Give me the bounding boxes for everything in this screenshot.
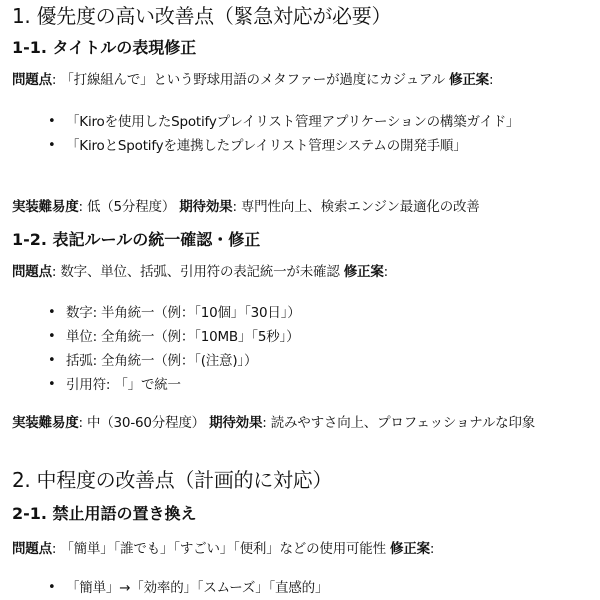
fix-suffix: :	[488, 72, 494, 88]
bullet-icon: •	[48, 377, 56, 392]
problem-label: 問題点	[12, 72, 52, 88]
difficulty-text: : 低（5分程度）	[78, 199, 176, 215]
subsection-1-1-heading: 1-1. タイトルの表現修正	[12, 38, 197, 57]
problem-label: 問題点	[12, 264, 52, 280]
list-item: • 「Kiroを使用したSpotifyプレイリスト管理アプリケーションの構築ガイド」	[12, 110, 586, 134]
bullet-icon: •	[48, 138, 56, 153]
list-item: • 単位: 全角統一（例：「10MB」「5秒」）	[12, 325, 592, 349]
effect-label: 期待効果	[209, 415, 263, 431]
list-item: • 括弧: 全角統一（例：「(注意)」）	[12, 349, 592, 373]
fix-suffix: :	[383, 264, 389, 280]
difficulty-text: : 中（30-60分程度）	[78, 415, 205, 431]
fix-label: 修正案	[390, 541, 430, 557]
problem-text: : 数字、単位、括弧、引用符の表記統一が未確認	[51, 264, 340, 280]
effect-label: 期待効果	[179, 199, 233, 215]
difficulty-label: 実装難易度	[12, 415, 79, 431]
list-item: • 「簡単」→「効率的」「スムーズ」「直感的」	[12, 576, 592, 600]
bullet-icon: •	[48, 329, 56, 344]
bullet-icon: •	[48, 114, 56, 129]
problem-text: : 「打線組んで」という野球用語のメタファーが過度にカジュアル	[51, 72, 445, 88]
effect-text: : 読みやすさ向上、プロフェッショナルな印象	[262, 415, 536, 431]
subsection-1-1-fix-list	[12, 110, 592, 158]
section-1-heading: 1. 優先度の高い改善点（緊急対応が必要）	[12, 4, 392, 28]
subsection-1-2-meta	[12, 410, 588, 436]
subsection-1-2-heading: 1-2. 表記ルールの統一確認・修正	[12, 230, 261, 249]
bullet-icon: •	[48, 305, 56, 320]
fix-suffix: :	[429, 541, 435, 557]
problem-label: 問題点	[12, 541, 52, 557]
list-item: • 数字: 半角統一（例：「10個」「30日」）	[12, 301, 592, 325]
subsection-1-1-problem	[12, 67, 588, 93]
fix-label: 修正案	[343, 264, 384, 280]
list-item: • 「KiroとSpotifyを連携したプレイリスト管理システムの開発手順」	[12, 134, 586, 158]
bullet-icon: •	[48, 353, 56, 368]
section-2-heading: 2. 中程度の改善点（計画的に対応）	[12, 468, 333, 492]
list-item: • 引用符: 「」で統一	[12, 373, 592, 397]
subsection-1-2-problem	[12, 259, 588, 285]
subsection-2-1-problem	[12, 536, 588, 562]
subsection-1-1-meta	[12, 194, 588, 220]
fix-label: 修正案	[449, 72, 489, 88]
subsection-2-1-heading: 2-1. 禁止用語の置き換え	[12, 504, 197, 523]
problem-text: : 「簡単」「誰でも」「すごい」「便利」などの使用可能性	[51, 541, 386, 557]
bullet-icon: •	[48, 580, 56, 595]
effect-text: : 専門性向上、検索エンジン最適化の改善	[232, 199, 480, 215]
subsection-1-2-fix-list	[12, 301, 592, 397]
difficulty-label: 実装難易度	[12, 199, 79, 215]
subsection-2-1-fix-list	[12, 576, 592, 600]
